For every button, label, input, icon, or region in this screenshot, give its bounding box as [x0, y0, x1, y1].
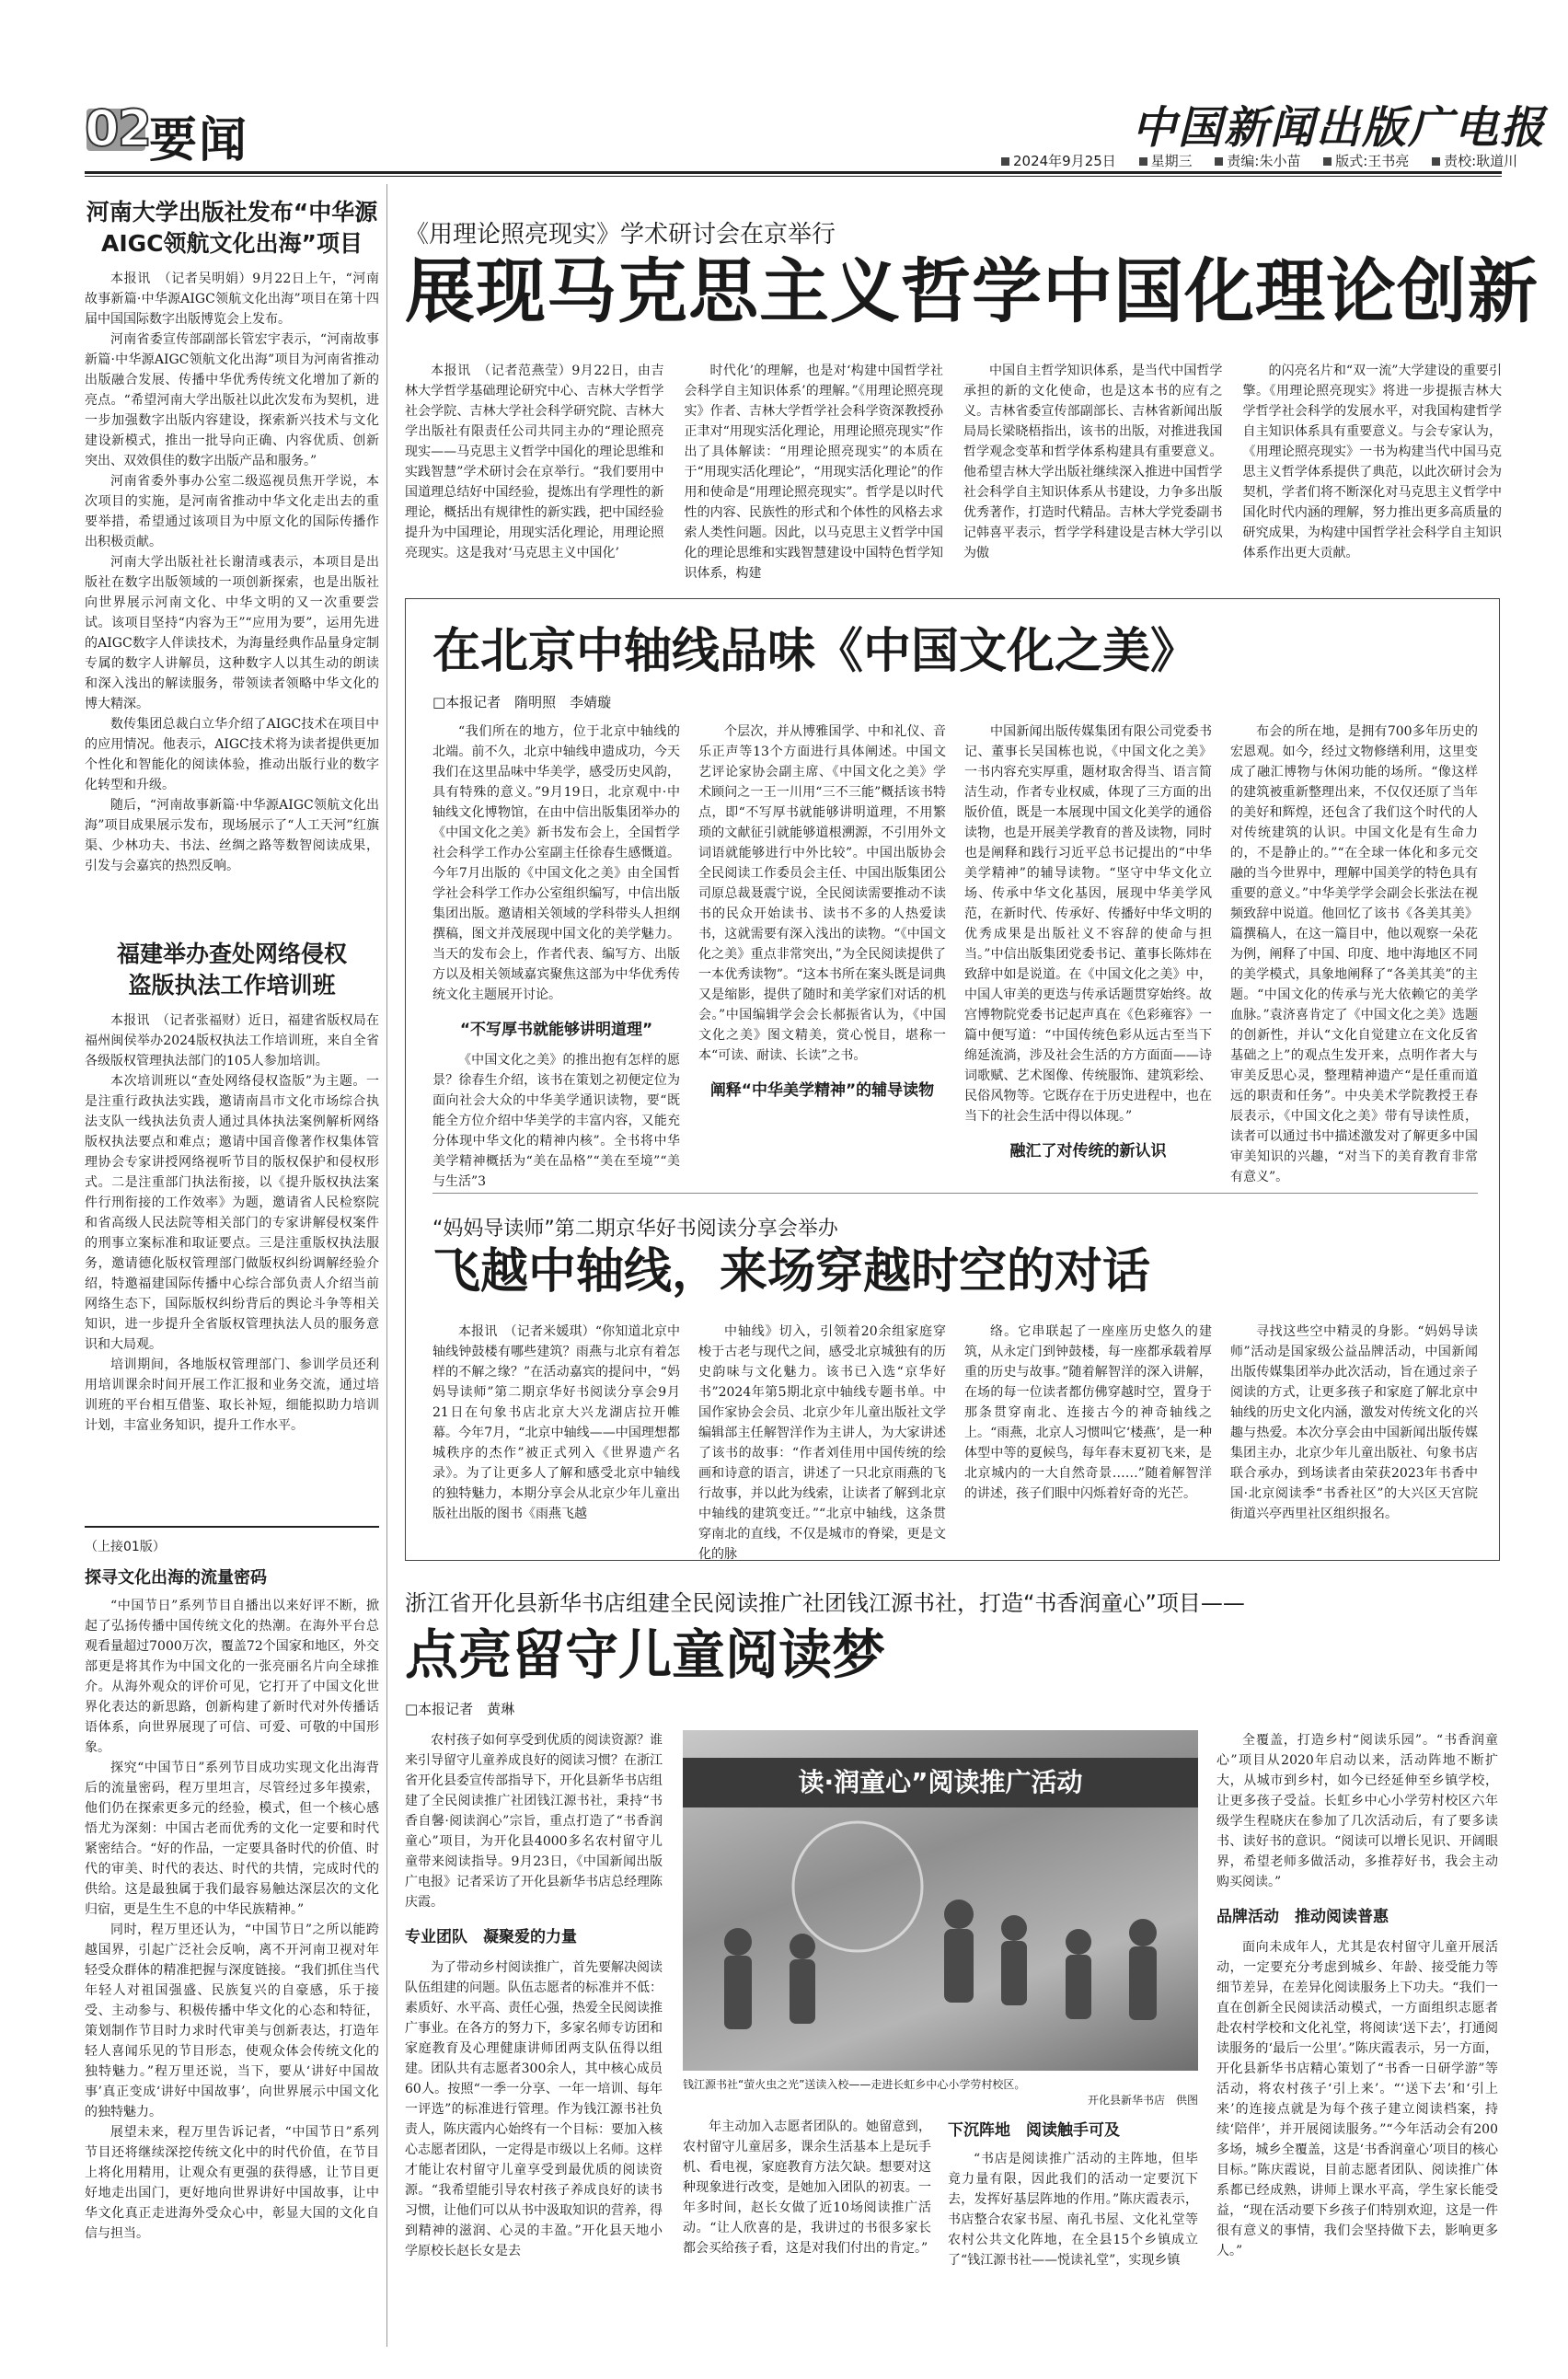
photo-banner: 读·润童心”阅读推广活动 — [683, 1758, 1198, 1807]
article2-column — [432, 722, 680, 1192]
top-rule-thin — [85, 176, 1502, 177]
left-story-2 — [85, 939, 379, 1436]
paragraph: 河南省委宣传部副部长管宏宇表示，“河南故事新篇·中华源AIGC领航文化出海”项目为河南省推动出版融合发展、传播中华优秀传统文化增加了新的亮点。“希望河南大学出版社以此次发布为契机，进一步加强数字出版内容建设，探索新兴技术与文化建设新模式，推出一批导向正确、内容优质、创新突出、双效俱佳的数字出版产品和服务。” — [85, 332, 379, 468]
article2-column — [1230, 722, 1478, 1192]
photo-credit: 开化县新华书店 供图 — [1087, 2094, 1198, 2107]
photo-caption: 钱江源书社“萤火虫之光”送读入校——走进长虹乡中心小学劳村校区。 开化县新华书店 供图 — [683, 2078, 1198, 2107]
paragraph: 探究“中国节日”系列节目成功实现文化出海背后的流量密码，程万里坦言，尽管经过多年摸索，他们仍在探索更多元的经验，模式，但一个核心感悟尤为深刻：中国古老而优秀的文化一定要和时代紧密结合。“好的作品，一定要具备时代的价值、时代的审美、时代的表达、时代的共情，完成时代的供给。这是最独属于我们最容易触达深层次的文化归宿，更是生生不息的中华民族精神。” — [85, 1761, 379, 1917]
article2-subhead-3: 融汇了对传统的新认识 — [1009, 1142, 1167, 1161]
left-story-2-title: 福建举办查处网络侵权 盗版执法工作培训班 — [116, 941, 347, 999]
left-story-2-body — [85, 1010, 379, 1436]
article1-col: 本报讯 （记者范燕莹）9月22日，由吉林大学哲学基础理论研究中心、吉林大学哲学社会学院、吉林大学社会科学研究院、吉林大学出版社有限责任公司共同主办的“理论照亮现实——马克思主义哲学中国化的理论思维和实践智慧”学术研讨会在京举行。“我们要用中国道理总结好中国经验，提炼出有学理性的新理论，概括出有规律性的新实践，把中国经验提升为中国理论，用现实活化理论，用理论照亮现实。这是我对‘马克思主义中国化’ — [405, 364, 664, 560]
paragraph: 河南省委外事办公室二级巡视员焦开学说，本次项目的实施，是河南省推动中华文化走出去的重要举措，希望通过该项目为中原文化的国际传播作出积极贡献。 — [85, 474, 379, 549]
article3-kicker: “妈妈导读师”第二期京华好书阅读分享会举办 — [432, 1218, 838, 1241]
article2-subhead-2: 阐释“中华美学精神”的辅导读物 — [709, 1081, 935, 1100]
section-title: 要闻 — [149, 113, 249, 168]
left-divider — [85, 1526, 379, 1528]
bubble-shape — [793, 1822, 922, 1951]
article1-col: 时代化’的理解，也是对‘构建中国哲学社会科学自主知识体系’的理解。”《用理论照亮现实》作者、吉林大学哲学社会科学资深教授孙正聿对“用现实活化理论，用理论照亮现实”作出了具体解读：“用理论照亮现实”的本质在于“用现实活化理论”，“用现实活化理论”的作用和使命是“用理论照亮现实”。哲学是以时代性的内容、民族性的形式和个体性的风格去求索人类性问题。因此，以马克思主义哲学中国化的理论思维和实践智慧建设中国特色哲学知识体系，构建 — [684, 364, 943, 581]
paragraph: “我们所在的地方，位于北京中轴线的北端。前不久，北京中轴线申遗成功，今天我们在这里品味中华美学，感受历史风韵，具有特殊的意义。”9月19日，北京观中·中轴线文化博物馆，在由中信出版集团举办的《中国文化之美》新书发布会上，全国哲学社会科学工作办公室副主任徐春生感慨道。今年7月出版的《中国文化之美》由全国哲学社会科学工作办公室组织编写，中信出版集团出版。邀请相关领域的学科带头人担纲撰稿，图文并茂展现中国文化的美学魅力。当天的发布会上，作者代表、编写方、出版方以及相关领域嘉宾聚焦这部为中华优秀传统文化主题展开讨论。 — [432, 724, 680, 1002]
editor: 责编:朱小苗 — [1227, 153, 1301, 169]
top-rule — [85, 171, 1502, 174]
issue-date: 2024年9月25日 — [1013, 153, 1116, 169]
paragraph: 同时，程万里还认为，“中国节日”之所以能跨越国界，引起广泛社会反响，离不开河南卫视对年轻受众群体的精准把握与深度链接。“我们抓住当代年轻人对祖国强盛、民族复兴的自豪感，乐于接受、主动参与、积极传播中华文化的心态和特征，策划制作节目时力求时代审美与创新表达，打造年轻人喜闻乐见的节目形态，使观众体会传统文化的独特魅力。”程万里还说，当下，要从‘讲好中国故事’真正变成‘讲好中国故事’，向世界展示中国文化的独特魅力。 — [85, 1923, 379, 2119]
paragraph: 布会的所在地，是拥有700多年历史的宏恩观。如今，经过文物修缮利用，这里变成了融汇博物与休闲功能的场所。“像这样的建筑被重新整理出来，不仅仅还原了当年的美好和辉煌，还包含了我们这个时代的人对传统建筑的认识。中国文化是有生命力的，不是静止的。”“在全球一体化和多元交融的当今世界中，理解中国美学的特色具有重要的意义。”中华美学学会副会长张法在视频致辞中说道。他回忆了该书《各美其美》篇撰稿人，在这一篇目中，他以观察一朵花为例，阐释了中国、印度、地中海地区不同的美学模式，具象地阐释了“各美其美”的主题。“中国文化的传承与光大依赖它的美学血脉。”袁济喜肯定了《中国文化之美》选题的创新性，并认“文化自觉建立在文化反省基础之上”的观点生发开来，点明作者大与审美反思心灵，整理精神遗产“是任重而道远的职责和任务”。中央美术学院教授王春辰表示，《中国文化之美》带有导读性质，读者可以通过书中描述激发对了解更多中国审美知识的兴趣，“对当下的美育教育非常有意义”。 — [1230, 724, 1478, 1184]
paragraph: 为了带动乡村阅读推广，首先要解决阅读队伍组建的问题。队伍志愿者的标准并不低：素质好、水平高、责任心强，热爱全民阅读推广事业。在各方的努力下，多家名师专访团和家庭教育及心理健康讲师团两支队伍得以组建。团队共有志愿者300余人，其中核心成员60人。按照“一季一分享、一年一培训、每年一评选”的标准进行管理。作为钱江源书社负责人，陈庆霞内心始终有一个目标：要加入核心志愿者团队，一定得是市级以上名师。这样才能让农村留守儿童享受到最优质的阅读资源。“我希望能引导农村孩子养成良好的读书习惯，让他们可以从书中汲取知识的营养，得到精神的滋润、心灵的丰盈。”开化县天地小学原校长赵长女是去 — [405, 1960, 663, 2258]
article2-column — [964, 722, 1212, 1192]
left-story-3-title: 探寻文化出海的流量密码 — [85, 1568, 267, 1588]
paragraph: 《中国文化之美》的推出抱有怎样的愿景？徐春生介绍，该书在策划之初便定位为面向社会大众的中华美学通识读物，要“既能全方位介绍中华美学的丰富内容，又能充分体现中华文化的精神内核”。全书将中华美学精神概括为“美在品格”“美在至境”“美与生活”3 — [432, 1053, 680, 1189]
left-story-1 — [85, 197, 379, 876]
article3-title: 飞越中轴线，来场穿越时空的对话 — [432, 1244, 1151, 1299]
article4-col-2 — [683, 2117, 931, 2258]
left-story-3 — [85, 1537, 379, 2244]
article4-col-1 — [405, 1730, 663, 2261]
article4-col-4 — [1216, 1730, 1498, 2261]
paragraph: 面向未成年人，尤其是农村留守儿童开展活动，一定要充分考虑到城乡、年龄、接受能力等细节差异，在差异化阅读服务上下功夫。“我们一直在创新全民阅读活动模式，一方面组织志愿者赴农村学校和文化礼堂，将阅读‘送下去’，打通阅读服务的‘最后一公里’。”陈庆霞表示，另一方面，开化县新华书店精心策划了“书香一日研学游”等活动，将农村孩子‘引上来’。“‘送下去’和‘引上来’的连接点就是为每个孩子建立阅读档案，持续‘陪伴’，并开展阅读服务。”“今年活动会有200多场，城乡全覆盖，这是‘书香润童心’项目的核心目标。”陈庆霞说，目前志愿者团队、阅读推广体系都已经成熟，讲师上课水平高，学生家长能受益，“现在活动要下乡孩子们特别欢迎，这是一件很有意义的事情，我们会坚持做下去，影响更多人。” — [1216, 1940, 1498, 2258]
proofreader: 责校:耿道川 — [1444, 153, 1518, 169]
article4-title: 点亮留守儿童阅读梦 — [405, 1623, 886, 1686]
paragraph: 个层次，并从博雅国学、中和礼仪、音乐正声等13个方面进行具体阐述。中国文艺评论家协会副主席、《中国文化之美》学术顾问之一王一川用“三不三能”概括该书特点，即“不写厚书就能够讲明道理，不用繁琐的文献征引就能够道根溯源，不引用外文词语就能够进行中外比较”。中国出版协会全民阅读工作委员会主任、中国出版集团公司原总裁聂震宁说，全民阅读需要推动不读书的民众开始读书、读书不多的人热爱读书，这就需要有深入浅出的读物。“《中国文化之美》重点非常突出，”为全民阅读提供了一本优秀读物”。“这本书所在案头既是词典又是缩影，提供了随时和美学家们对话的机会。”中国编辑学会会长郝振省认为，《中国文化之美》图文精美，赏心悦目，堪称一本“可读、耐读、长读”之书。 — [698, 724, 946, 1063]
children-silhouettes — [724, 1900, 1157, 2029]
paragraph: 本报讯 （记者吴明娟）9月22日上午，“河南故事新篇·中华源AIGC领航文化出海”项目在第十四届中国国际数字出版博览会上发布。 — [85, 271, 379, 327]
article3-body — [432, 1322, 1478, 1565]
reading-event-photo — [683, 1730, 1198, 2071]
article4-byline: □本报记者 黄琳 — [405, 1701, 515, 1717]
article3-col: 本报讯 （记者米媛琪）“你知道北京中轴线钟鼓楼有哪些建筑？雨燕与北京有着怎样的不解之缘？”在活动嘉宾的提问中，“妈妈导读师”第二期京华好书阅读分享会9月21日在句象书店北京大兴龙湖店拉开帷幕。今年7月，“北京中轴线——中国理想都城秩序的杰作”被正式列入《世界遗产名录》。为了让更多人了解和感受北京中轴线的独特魅力，本期分享会从北京少年儿童出版社出版的图书《雨燕飞越 — [432, 1324, 680, 1521]
article4-subhead-3: 品牌活动 推动阅读普惠 — [1216, 1908, 1389, 1926]
article3-col: 络。它串联起了一座座历史悠久的建筑，从永定门到钟鼓楼，每一座都承载着厚重的历史与故事。”随着解智洋的深入讲解，在场的每一位读者都仿佛穿越时空，置身于那条贯穿南北、连接古今的神奇轴线之上。“雨燕，北京人习惯叫它‘楼燕’，是一种体型中等的夏候鸟，每年春末夏初飞来，是北京城内的一大自然奇景……”随着解智洋的讲述，孩子们眼中闪烁着好奇的光芒。 — [964, 1324, 1212, 1501]
paragraph: 展望未来，程万里告诉记者，“中国节日”系列节目还将继续深挖传统文化中的时代价值，在节目上将化用精用，让观众有更强的获得感，让节目更好地走出国门，更好地向世界讲好中国故事，让中华文化真正走进海外受众心中，彰显大国的文化自信与担当。 — [85, 2125, 379, 2241]
paragraph: 随后，“河南故事新篇·中华源AIGC领航文化出海”项目成果展示发布，现场展示了“人工天河”红旗渠、少林功夫、书法、丝绸之路等数智阅读成果，引发与会嘉宾的热烈反响。 — [85, 798, 379, 873]
photo-figures — [683, 1730, 1198, 2071]
article4-kicker: 浙江省开化县新华书店组建全民阅读推广社团钱江源书社，打造“书香润童心”项目—— — [405, 1590, 1245, 1616]
masthead-meta — [1001, 151, 1536, 170]
paper-logo: 中国新闻出版广电报 — [1132, 102, 1547, 154]
paragraph: 河南大学出版社社长谢清彧表示，本项目是出版社在数字出版领域的一项创新探索，也是出版社向世界展示河南文化、中华文明的又一次重要尝试。该项目坚持“内容为王”“应用为要”，运用先进的AIGC数字人伴读技术，为海量经典作品量身定制专属的数字人讲解员，这种数字人以其生动的朗读和深入浅出的解读服务，带领读者领略中华文化的博大精深。 — [85, 555, 379, 711]
article2-subhead-1: “不写厚书就能够讲明道理” — [459, 1021, 653, 1039]
weekday: 星期三 — [1150, 153, 1193, 169]
page-number: 02 — [85, 99, 151, 157]
box-inner-divider — [432, 1193, 1478, 1194]
article4-col-3 — [948, 2117, 1198, 2270]
column-separator — [386, 184, 387, 2347]
paragraph: 本次培训班以“查处网络侵权盗版”为主题。一是注重行政执法实践，邀请南昌市文化市场综合执法支队一线执法负责人通过具体执法案例解析网络版权执法要点和难点；邀请中国音像著作权集体管理协会专家讲授网络视听节目的版权保护和侵权形式。二是注重部门执法衔接，以《提升版权执法案件行刑衔接的工作效率》为题，邀请省人民检察院和省高级人民法院等相关部门的专家讲解侵权案件的刑事立案标准和取证要点。三是注重版权执法服务，邀请德化版权管理部门做版权纠纷调解经验介绍，特邀福建国际传播中心综合部负责人介绍当前网络生态下，国际版权纠纷背后的舆论斗争等相关知识，进一步提升全省版权管理执法人员的服务意识和大局观。 — [85, 1074, 379, 1352]
article3-col: 中轴线》切入，引领着20余组家庭穿梭于古老与现代之间，感受北京城独有的历史韵味与文化魅力。该书已入选“京华好书”2024年第5期北京中轴线专题书单。中国作家协会会员、北京少年儿童出版社文学编辑部主任解智洋作为主讲人，为大家讲述了该书的故事：“作者刘佳用中国传统的绘画和诗意的语言，讲述了一只北京雨燕的飞行故事，并以此为线索，让读者了解到北京中轴线的建筑变迁。”“北京中轴线，这条贯穿南北的直线，不仅是城市的脊梁，更是文化的脉 — [698, 1324, 946, 1562]
article2-body — [432, 722, 1478, 1192]
continued-note: （上接01版） — [85, 1540, 166, 1554]
paragraph: 培训期间，各地版权管理部门、参训学员还利用培训课余时间开展工作汇报和业务交流，通过培训班的平台相互借鉴、取长补短，细能拟助力培训计划，丰富业务知识，提升工作水平。 — [85, 1357, 379, 1433]
paragraph: 本报讯 （记者张福财）近日，福建省版权局在福州闽侯举办2024版权执法工作培训班，来自全省各级版权管理执法部门的105人参加培训。 — [85, 1013, 379, 1068]
left-story-1-title: 河南大学出版社发布“中华源 AIGC领航文化出海”项目 — [86, 199, 378, 257]
article1-col: 中国自主哲学知识体系，是当代中国哲学承担的新的文化使命，也是这本书的应有之义。吉林省委宣传部副部长、吉林省新闻出版局局长梁晓梧指出，该书的出版，对推进我国哲学观念变革和哲学体系构建具有重要意义。他希望吉林大学出版社继续深入推进中国哲学社会科学自主知识体系从书建设，力争多出版优秀著作，打造时代精品。吉林大学党委副书记韩喜平表示，哲学学科建设是吉林大学引以为傲 — [963, 364, 1223, 560]
paragraph: 中国新闻出版传媒集团有限公司党委书记、董事长吴国栋也说，《中国文化之美》一书内容充实厚重，题材取舍得当、语言简洁生动，作者专业权威，体现了三方面的出版价值，既是一本展现中国文化美学的通俗读物，也是开展美学教育的普及读物，同时也是阐释和践行习近平总书记提出的“中华美学精神”的辅导读物。“坚守中华文化立场、传承中华文化基因，展现中华美学风范，在新时代、传承好、传播好中华文明的优秀成果是出版社义不容辞的使命与担当。”中信出版集团党委书记、董事长陈炜在致辞中如是说道。在《中国文化之美》中，中国人审美的更迭与传承话题贯穿始终。故宫博物院党委书记起声真在《色彩雍容》一篇中便写道：“中国传统色彩从远古至当下绵延流淌，涉及社会生活的方方面面——诗词歌赋、艺术图像、传统服饰、建筑彩绘、民俗风物等。它既存在于历史进程中，也在当下的社会生活中得以体现。” — [964, 724, 1212, 1124]
article1-title: 展现马克思主义哲学中国化理论创新 — [405, 250, 1539, 332]
article4-subhead-1: 专业团队 凝聚爱的力量 — [405, 1928, 577, 1946]
left-story-1-body — [85, 269, 379, 876]
article2-byline: □本报记者 隋明照 李婧璇 — [432, 694, 612, 710]
paragraph: “书店是阅读推广活动的主阵地，但毕竟力量有限，因此我们的活动一定要沉下去，发挥好基层阵地的作用。”陈庆霞表示，书店整合农家书屋、南孔书屋、文化礼堂等农村公共文化阵地，在全县15个乡镇成立了“钱江源书社——悦读礼堂”，实现乡镇 — [948, 2152, 1198, 2268]
paragraph: “中国节日”系列节目自播出以来好评不断，掀起了弘扬传播中国传统文化的热潮。在海外平台总观看量超过7000万次，覆盖72个国家和地区，外交部更是将其作为中国文化的一张亮丽名片向全球推介。从海外观众的评价可见，它打开了中国文化世界化表达的新思路，创新构建了新时代对外传播话语体系，向世界展现了可信、可爱、可敬的中国形象。 — [85, 1599, 379, 1755]
article2-title: 在北京中轴线品味《中国文化之美》 — [432, 624, 1199, 679]
article1-kicker: 《用理论照亮现实》学术研讨会在京举行 — [405, 221, 836, 248]
article3-col: 寻找这些空中精灵的身影。“妈妈导读师”活动是国家级公益品牌活动，中国新闻出版传媒集团举办此次活动，旨在通过亲子阅读的方式，让更多孩子和家庭了解北京中轴线的历史文化内涵，激发对传统文化的兴趣与热爱。本次分享会由中国新闻出版传媒集团主办，北京少年儿童出版社、句象书店联合承办，到场读者由荣获2023年书香中国·北京阅读季“书香社区”的大兴区天宫院街道兴亭西里社区组织报名。 — [1230, 1324, 1478, 1521]
paragraph: 数传集团总裁白立华介绍了AIGC技术在项目中的应用情况。他表示，AIGC技术将为读者提供更加个性化和智能化的阅读体验，推动出版行业的数字化转型和升级。 — [85, 717, 379, 792]
paragraph: 全覆盖，打造乡村“阅读乐园”。“书香润童心”项目从2020年启动以来，活动阵地不断扩大，从城市到乡村，如今已经延伸至乡镇学校，让更多孩子受益。长虹乡中心小学劳村校区六年级学生程晓庆在参加了几次活动后，有了要多读书、读好书的意识。“阅读可以增长见识、开阔眼界，希望老师多做活动，多推荐好书，我会主动购买阅读。” — [1216, 1733, 1498, 1889]
paragraph: 年主动加入志愿者团队的。她留意到，农村留守儿童居多，课余生活基本上是玩手机、看电视，家庭教育方法欠缺。想要对这种现象进行改变，是她加入团队的初衷。一年多时间，赵长女做了近10场阅读推广活动。“让人欣喜的是，我讲过的书很多家长都会买给孩子看，这是对我们付出的肯定。” — [683, 2119, 931, 2256]
layout-editor: 版式:王书亮 — [1335, 153, 1410, 169]
article1-body — [405, 361, 1502, 583]
article2-column — [698, 722, 946, 1192]
article1-col: 的闪亮名片和“双一流”大学建设的重要引擎。《用理论照亮现实》将进一步提振吉林大学哲学社会科学的发展水平，对我国构建哲学自主知识体系具有重要意义。与会专家认为，《用理论照亮现实》一书为构建当代中国马克思主义哲学体系提供了典范，以此次研讨会为契机，学者们将不断深化对马克思主义哲学中国化时代内涵的理解，努力推出更多高质量的研究成果，为构建中国哲学社会科学自主知识体系作出更大贡献。 — [1242, 364, 1502, 560]
paragraph: 农村孩子如何享受到优质的阅读资源？谁来引导留守儿童养成良好的阅读习惯？在浙江省开化县委宣传部指导下，开化县新华书店组建了全民阅读推广社团钱江源书社，秉持“书香自馨·阅读润心”宗旨，重点打造了“书香润童心”项目，为开化县4000多名农村留守儿童带来阅读指导。9月23日，《中国新闻出版广电报》记者采访了开化县新华书店总经理陈庆霞。 — [405, 1733, 663, 1910]
article4-subhead-2: 下沉阵地 阅读触手可及 — [948, 2121, 1120, 2140]
